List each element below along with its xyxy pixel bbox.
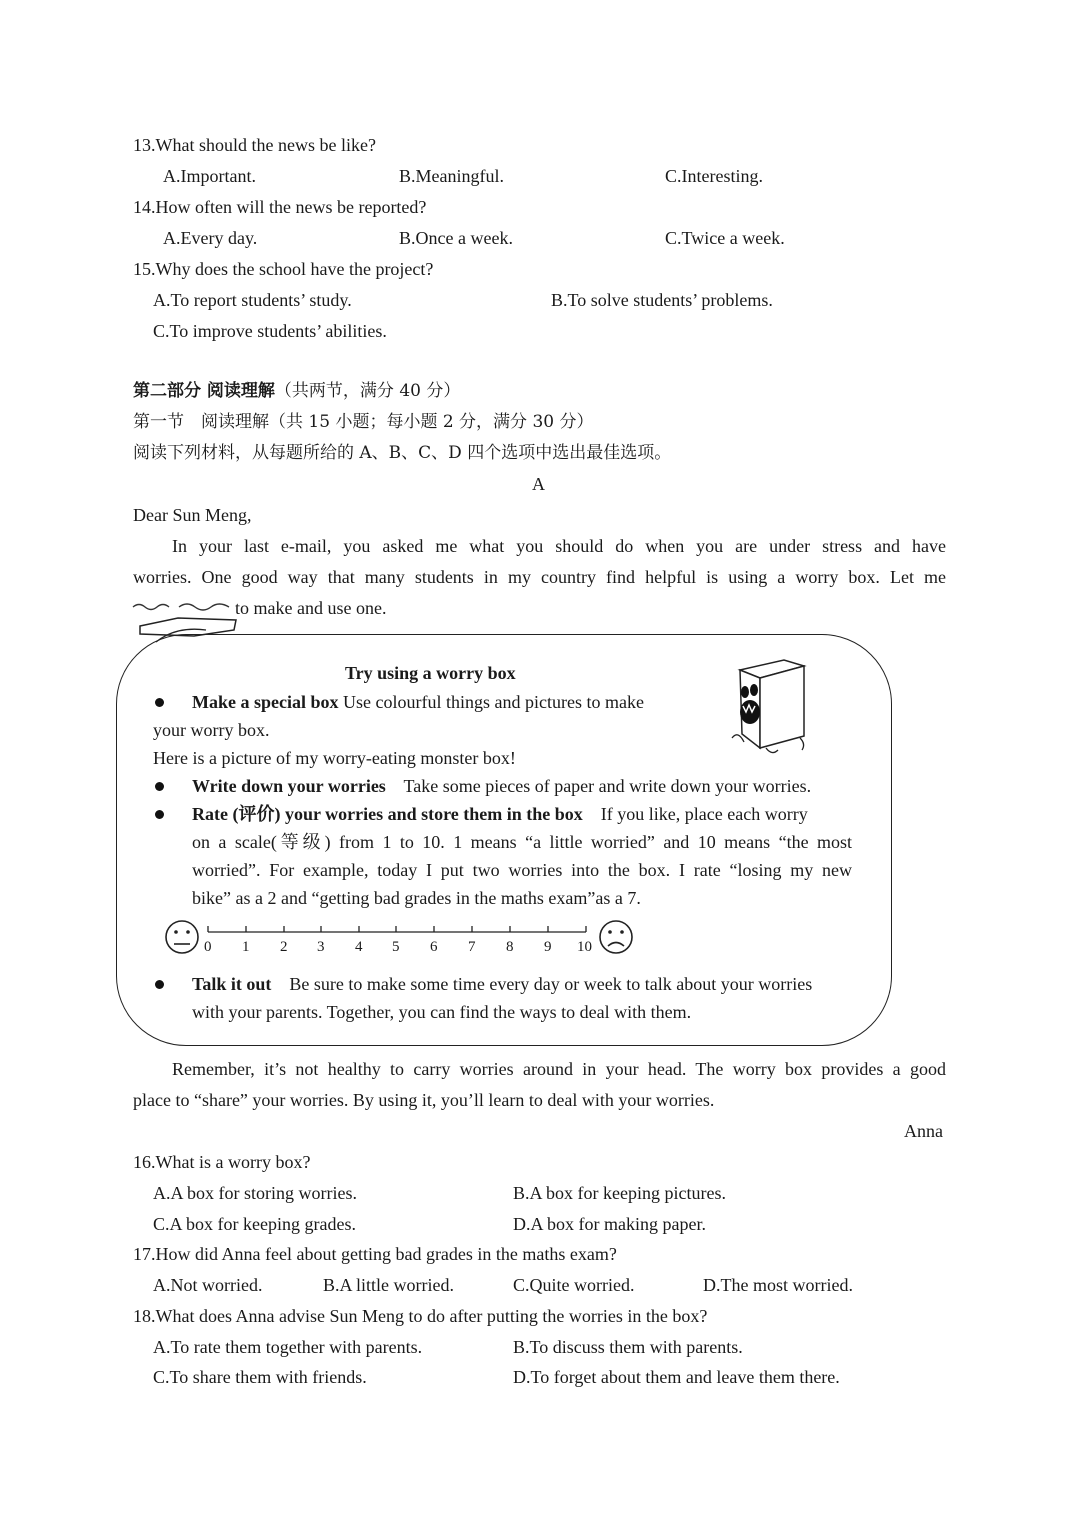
scale-tick-label: 4 [355, 939, 363, 955]
letter-intro-line-2: worries. One good way that many students in my country find helpful is using a worry box. Let me [133, 567, 946, 587]
box-item-2 [192, 775, 811, 797]
q15-option-c[interactable]: C.To improve students’ abilities. [153, 321, 387, 341]
part-title [133, 380, 460, 402]
box-item-3-line-2: on a scale(等级) from 1 to 10. 1 means “a little worried” and 10 means “the most [192, 832, 852, 852]
scale-tick-label: 5 [392, 939, 400, 955]
q13-option-a[interactable]: A.Important. [163, 166, 256, 186]
item-3-text: If you like, place each worry [600, 804, 808, 824]
q18-option-a[interactable]: A.To rate them together with parents. [153, 1337, 423, 1357]
item-4-text: Be sure to make some time every day or week to talk about your worries [289, 974, 813, 994]
scale-tick-label: 8 [506, 939, 514, 955]
box-item-1-line-2: your worry box. [153, 720, 270, 740]
letter-intro-line-3: to make and use one. [235, 598, 387, 618]
worry-rating-scale [164, 918, 644, 958]
item-1-heading: Make a special box [192, 692, 339, 712]
passage-label: A [532, 474, 545, 494]
q17-option-d[interactable]: D.The most worried. [703, 1275, 853, 1295]
q18-option-b[interactable]: B.To discuss them with parents. [513, 1337, 743, 1357]
scale-tick-label: 10 [577, 939, 592, 955]
q14-option-b[interactable]: B.Once a week. [399, 228, 513, 248]
q17-option-b[interactable]: B.A little worried. [323, 1275, 454, 1295]
bullet-dot [155, 698, 164, 707]
sub-section-title: 第一节 阅读理解（共 15 小题；每小题 2 分，满分 30 分） [133, 412, 594, 432]
q13-option-b[interactable]: B.Meaningful. [399, 166, 504, 186]
scale-tick-label: 0 [204, 939, 212, 955]
q16-option-c[interactable]: C.A box for keeping grades. [153, 1214, 356, 1234]
q17-option-a[interactable]: A.Not worried. [153, 1275, 263, 1295]
box-item-1-line-1 [192, 691, 644, 713]
question-14-stem: 14.How often will the news be reported? [133, 197, 427, 217]
scale-tick-label: 2 [280, 939, 288, 955]
obscured-text-fragment [133, 598, 233, 610]
box-item-4-line-1 [192, 973, 812, 995]
part-title-bold: 第二部分 阅读理解 [133, 381, 275, 401]
box-item-1-line-3: Here is a picture of my worry-eating monster box! [153, 748, 516, 768]
box-item-3-line-4: bike” as a 2 and “getting bad grades in the maths exam”as a 7. [192, 888, 641, 908]
question-13-stem: 13.What should the news be like? [133, 135, 376, 155]
bullet-dot [155, 810, 164, 819]
bullet-dot [155, 782, 164, 791]
scale-tick-label: 9 [544, 939, 552, 955]
scale-tick-label: 6 [430, 939, 438, 955]
part-title-note: （共两节，满分 40 分） [274, 381, 461, 401]
neutral-face-icon [166, 921, 198, 953]
item-2-text: Take some pieces of paper and write down your worries. [403, 776, 812, 796]
item-3-heading: Rate (评价) your worries and store them in the box [192, 804, 583, 824]
question-15-stem: 15.Why does the school have the project? [133, 259, 434, 279]
box-item-4-line-2: with your parents. Together, you can find the ways to deal with them. [192, 1002, 692, 1022]
letter-greeting: Dear Sun Meng, [133, 505, 252, 525]
q14-option-c[interactable]: C.Twice a week. [665, 228, 785, 248]
question-16-stem: 16.What is a worry box? [133, 1152, 311, 1172]
q15-option-b[interactable]: B.To solve students’ problems. [551, 290, 773, 310]
question-17-stem: 17.How did Anna feel about getting bad grades in the maths exam? [133, 1244, 617, 1264]
q18-option-c[interactable]: C.To share them with friends. [153, 1367, 367, 1387]
letter-outro-line-2: place to “share” your worries. By using it, you’ll learn to deal with your worries. [133, 1090, 715, 1110]
q18-option-d[interactable]: D.To forget about them and leave them there. [513, 1367, 840, 1387]
letter-outro-line-1: Remember, it’s not healthy to carry worries around in your head. The worry box provides a good [172, 1059, 946, 1079]
letter-intro-line-1: In your last e-mail, you asked me what you should do when you are under stress and have [172, 536, 946, 556]
box-item-3-line-1 [192, 803, 808, 825]
question-18-stem: 18.What does Anna advise Sun Meng to do after putting the worries in the box? [133, 1306, 708, 1326]
instruction: 阅读下列材料，从每题所给的 A、B、C、D 四个选项中选出最佳选项。 [133, 443, 672, 463]
monster-box-icon [726, 656, 812, 756]
q16-option-d[interactable]: D.A box for making paper. [513, 1214, 706, 1234]
q16-option-a[interactable]: A.A box for storing worries. [153, 1183, 357, 1203]
q16-option-b[interactable]: B.A box for keeping pictures. [513, 1183, 726, 1203]
sad-face-icon [600, 921, 632, 953]
box-title: Try using a worry box [345, 663, 516, 683]
q13-option-c[interactable]: C.Interesting. [665, 166, 763, 186]
bullet-dot [155, 980, 164, 989]
box-item-3-line-3: worried”. For example, today I put two worries into the box. I rate “losing my new [192, 860, 852, 880]
item-1-text: Use colourful things and pictures to make [343, 692, 644, 712]
q17-option-c[interactable]: C.Quite worried. [513, 1275, 635, 1295]
scale-tick-label: 7 [468, 939, 476, 955]
item-2-heading: Write down your worries [192, 776, 386, 796]
item-4-heading: Talk it out [192, 974, 272, 994]
letter-signature: Anna [904, 1121, 943, 1141]
scale-tick-label: 1 [242, 939, 250, 955]
q14-option-a[interactable]: A.Every day. [163, 228, 258, 248]
q15-option-a[interactable]: A.To report students’ study. [153, 290, 352, 310]
scale-tick-label: 3 [317, 939, 325, 955]
